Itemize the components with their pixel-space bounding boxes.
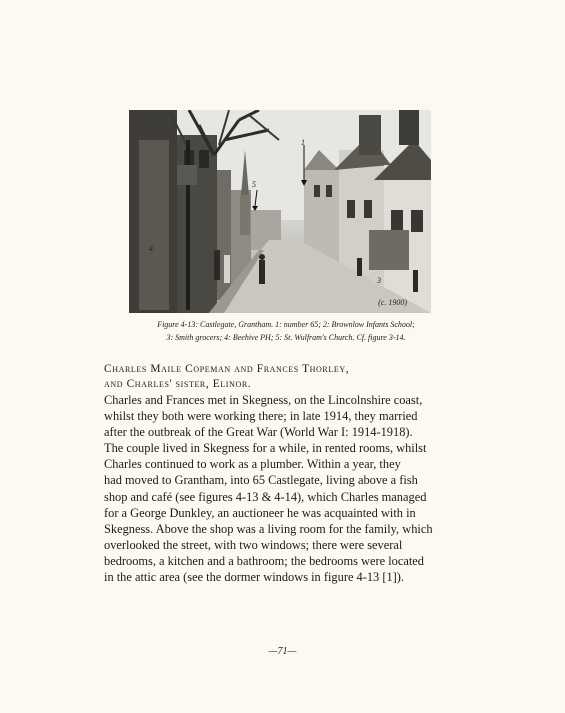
- body-line: Charles and Frances met in Skegness, on the Lincolnshire coast,: [104, 393, 423, 407]
- body-line: bedrooms, a kitchen and a bathroom; the bedrooms were located: [104, 553, 424, 568]
- body-line: Charles continued to work as a plumber. Within a year, they: [104, 457, 401, 472]
- street-scene-illustration: [129, 110, 431, 313]
- body-line: shop and café (see figures 4-13 & 4-14), which Charles managed: [104, 489, 427, 504]
- body-line: overlooked the street, with two windows; there were several: [104, 537, 403, 552]
- heading-line: and Charles' sister, Elinor.: [104, 378, 252, 390]
- marker-3-label: 3: [377, 276, 381, 285]
- marker-4-label: 4: [149, 244, 153, 253]
- caption-line: 3: Smith grocers; 4: Beehive PH; 5: St. Wulfram's Church. Cf. figure 3-14.: [166, 333, 406, 342]
- body-line: after the outbreak of the Great War (World War I: 1914-1918).: [104, 425, 413, 440]
- body-line: for a George Dunkley, an auctioneer he was acquainted with in: [104, 505, 416, 520]
- section-heading: [104, 362, 474, 392]
- body-line: Skegness. Above the shop was a living room for the family, which: [104, 521, 433, 536]
- heading-line: Charles Maile Copeman and Frances Thorley,: [104, 363, 350, 375]
- body-paragraph: [104, 392, 468, 585]
- body-line: The couple lived in Skegness for a while, in rented rooms, whilst: [104, 441, 427, 456]
- body-line: whilst they both were working there; in late 1914, they married: [104, 409, 418, 424]
- marker-5-label: 5: [252, 180, 256, 189]
- body-line: in the attic area (see the dormer windows in figure 4-13 [1]).: [104, 570, 405, 585]
- caption-line: Figure 4-13: Castlegate, Grantham. 1: number 65; 2: Brownlow Infants School;: [157, 320, 415, 329]
- page-number: —71—: [268, 646, 297, 657]
- photo-date-label: (c. 1900): [378, 298, 407, 307]
- body-line: had moved to Grantham, into 65 Castlegate, living above a fish: [104, 473, 418, 488]
- figure-caption: [104, 318, 468, 344]
- marker-1-label: 1: [301, 138, 305, 147]
- historic-street-photograph: [129, 110, 431, 313]
